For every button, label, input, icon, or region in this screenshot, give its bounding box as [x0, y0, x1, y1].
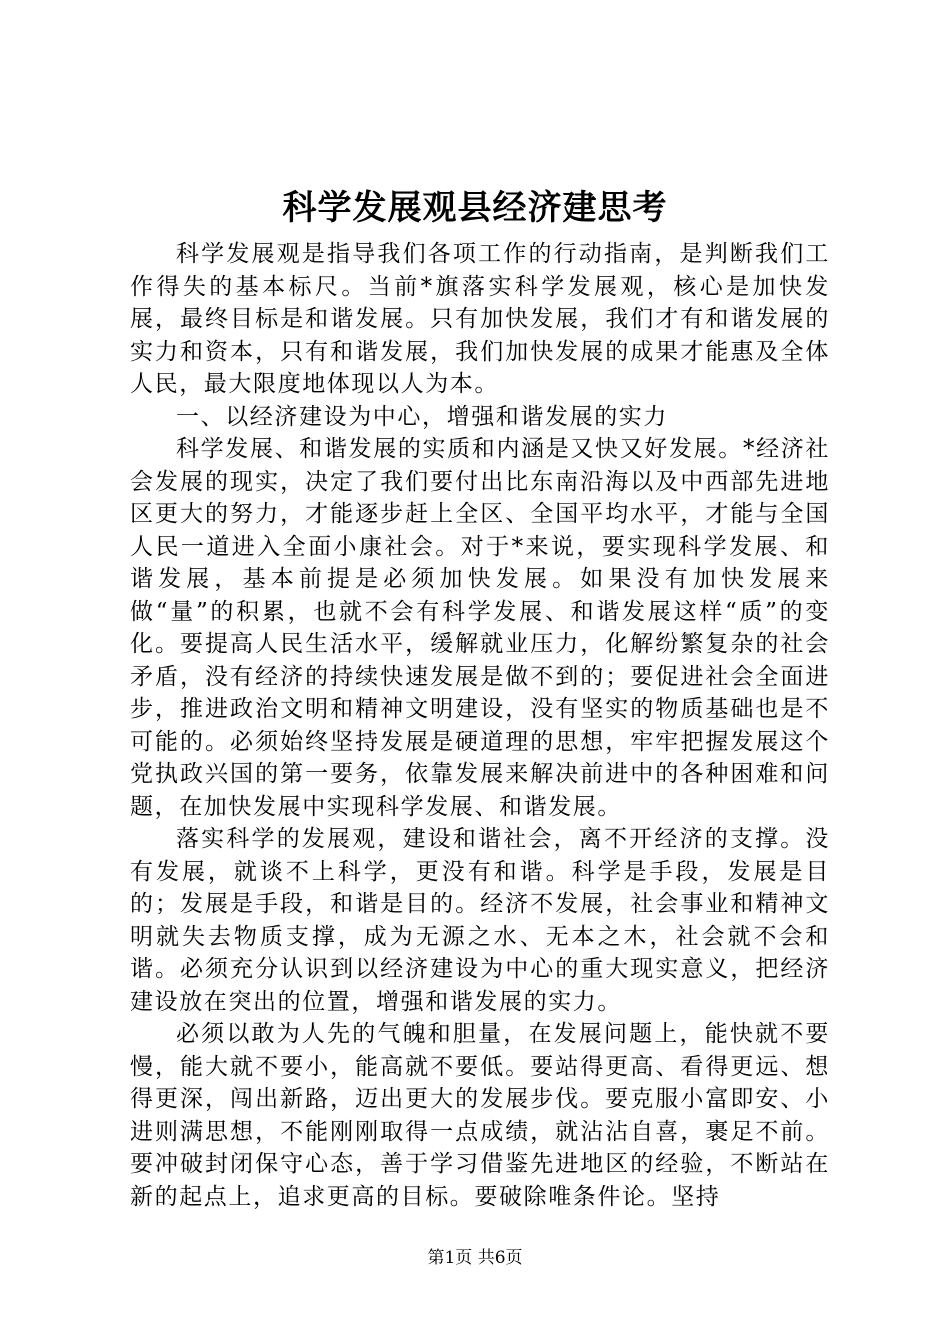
document-title: 科学发展观县经济建思考: [282, 188, 668, 228]
document-body: [130, 238, 830, 1213]
paragraph-3: 落实科学的发展观，建设和谐社会，离不开经济的支撑。没有发展，就谈不上科学，更没有和谐。科学是手段，发展是目的；发展是手段，和谐是目的。经济不发展，社会事业和精神文明就失去物质支撑，成为无源之水、无本之木，社会就不会和谐。必须充分认识到以经济建设为中心的重大现实意义，把经济建设放在突出的位置，增强和谐发展的实力。: [130, 826, 830, 1015]
paragraph-intro: 科学发展观是指导我们各项工作的行动指南，是判断我们工作得失的基本标尺。当前*旗落实科学发展观，核心是加快发展，最终目标是和谐发展。只有加快发展，我们才有和谐发展的实力和资本，只有和谐发展，我们加快发展的成果才能惠及全体人民，最大限度地体现以人为本。: [130, 241, 830, 397]
paragraph-2: 科学发展、和谐发展的实质和内涵是又快又好发展。*经济社会发展的现实，决定了我们要付出比东南沿海以及中西部先进地区更大的努力，才能逐步赶上全区、全国平均水平，才能与全国人民一道进入全面小康社会。对于*来说，要实现科学发展、和谐发展，基本前提是必须加快发展。如果没有加快发展来做“量”的积累，也就不会有科学发展、和谐发展这样“质”的变化。要提高人民生活水平，缓解就业压力，化解纷繁复杂的社会矛盾，没有经济的持续快速发展是做不到的；要促进社会全面进步，推进政治文明和精神文明建设，没有坚实的物质基础也是不可能的。必须始终坚持发展是硬道理的思想，牢牢把握发展这个党执政兴国的第一要务，依靠发展来解决前进中的各种困难和问题，在加快发展中实现科学发展、和谐发展。: [130, 436, 830, 820]
paragraph-4: 必须以敢为人先的气魄和胆量，在发展问题上，能快就不要慢，能大就不要小，能高就不要低。要站得更高、看得更远、想得更深，闯出新路，迈出更大的发展步伐。要克服小富即安、小进则满思想，不能刚刚取得一点成绩，就沾沾自喜，裹足不前。要冲破封闭保守心态，善于学习借鉴先进地区的经验，不断站在新的起点上，追求更高的目标。要破除唯条件论。坚持: [130, 1021, 830, 1210]
page-footer: 第1页 共6页: [427, 1248, 523, 1268]
section-heading-1: 一、以经济建设为中心，增强和谐发展的实力: [176, 403, 668, 430]
